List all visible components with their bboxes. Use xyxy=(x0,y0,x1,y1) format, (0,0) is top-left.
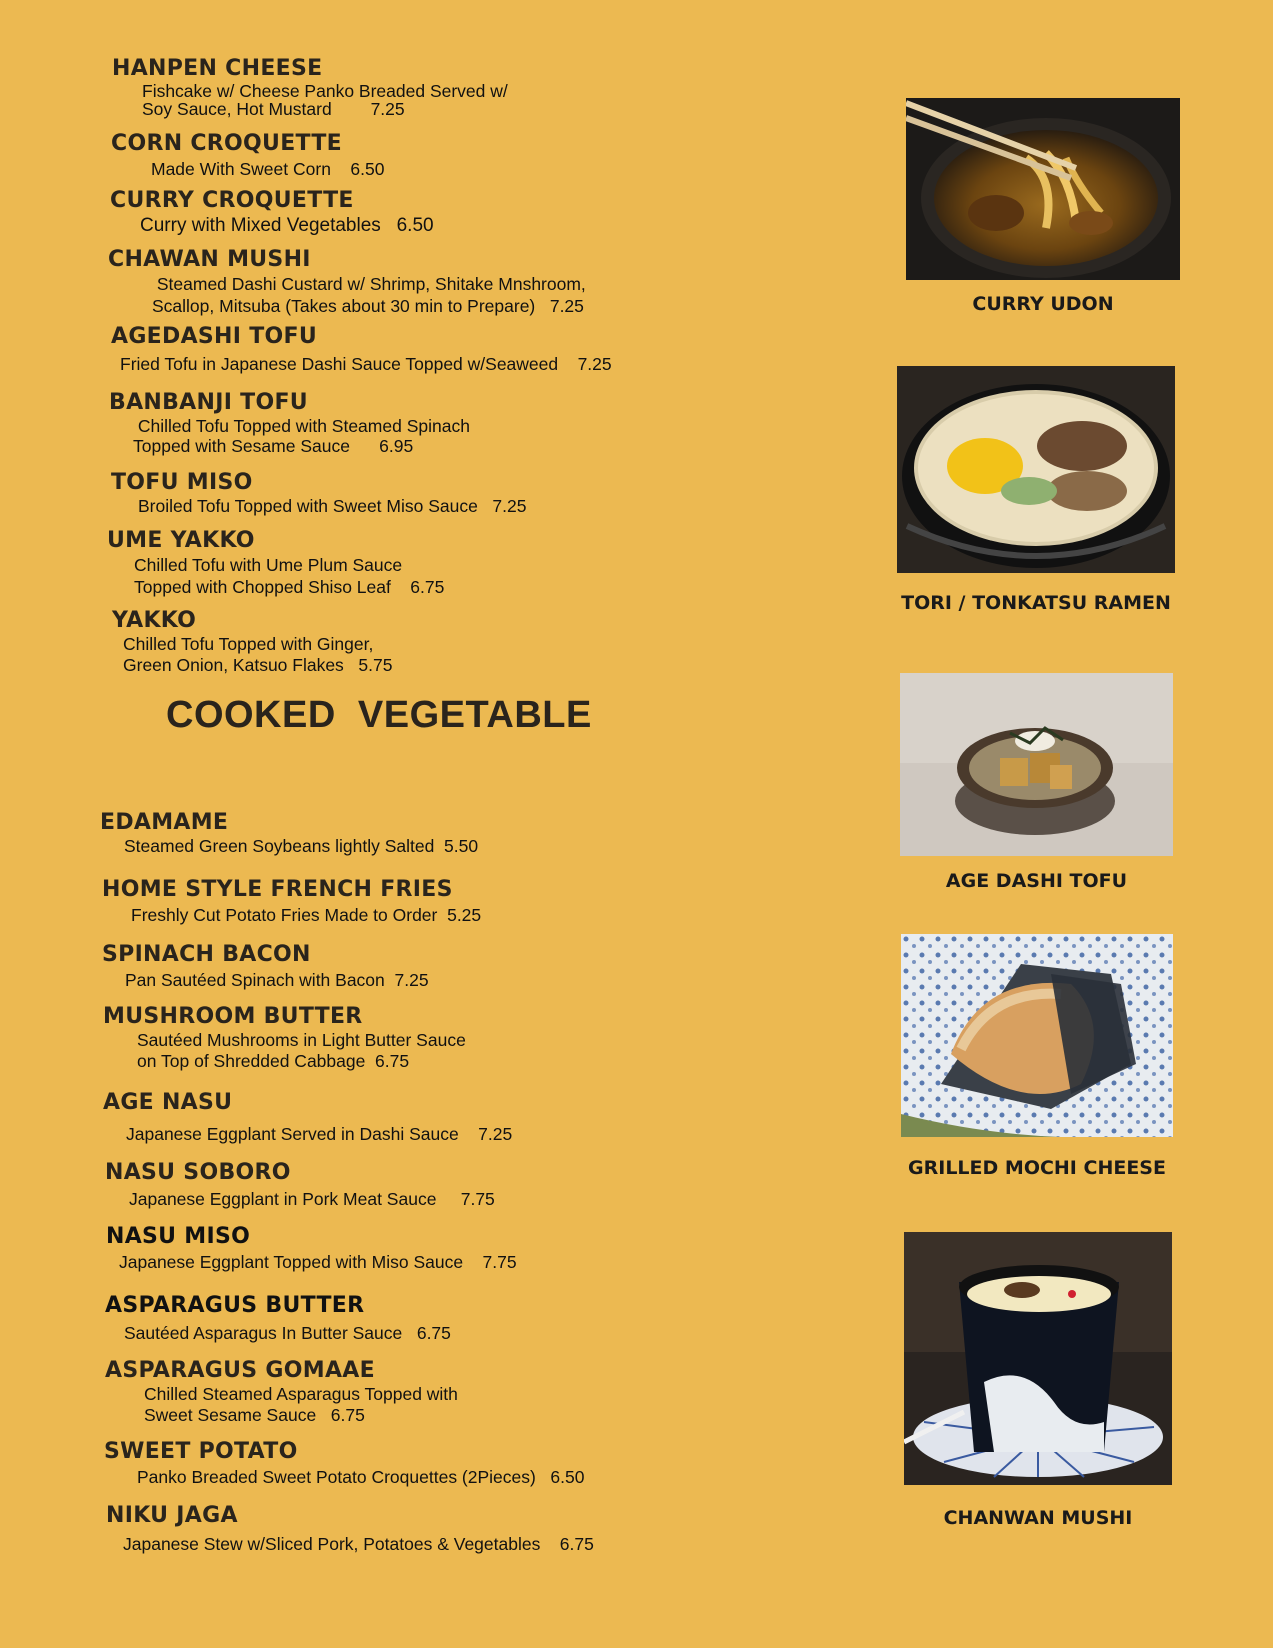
item-name: EDAMAME xyxy=(100,810,229,835)
item-name: CHAWAN MUSHI xyxy=(108,247,311,272)
menu-item xyxy=(103,1090,512,1144)
item-description: Japanese Eggplant Topped with Miso Sauce 7.75 xyxy=(119,1252,517,1272)
item-name: AGEDASHI TOFU xyxy=(111,324,318,349)
item-description: Fried Tofu in Japanese Dashi Sauce Topped w/Seaweed 7.25 xyxy=(120,354,612,374)
age-dashi-tofu-photo xyxy=(900,673,1173,856)
item-name: UME YAKKO xyxy=(107,528,255,553)
photo-caption: CHANWAN MUSHI xyxy=(943,1507,1133,1529)
item-description: Freshly Cut Potato Fries Made to Order 5.25 xyxy=(131,905,482,925)
item-name: CORN CROQUETTE xyxy=(111,131,342,156)
item-name: YAKKO xyxy=(112,608,197,633)
item-name: CURRY CROQUETTE xyxy=(110,188,354,213)
menu-item xyxy=(111,470,526,516)
menu-item xyxy=(109,390,470,456)
item-description: Panko Breaded Sweet Potato Croquettes (2Pieces) 6.50 xyxy=(137,1467,585,1487)
item-description: Sautéed Mushrooms in Light Butter Sauce on Top of Shredded Cabbage 6.75 xyxy=(137,1030,466,1071)
item-description: Sautéed Asparagus In Butter Sauce 6.75 xyxy=(124,1323,451,1343)
item-description: Steamed Dashi Custard w/ Shrimp, Shitake Mnshroom, Scallop, Mitsuba (Takes about 30 min to Prepare) 7.25 xyxy=(152,274,586,316)
menu-item xyxy=(110,188,434,236)
grilled-mochi-cheese-photo xyxy=(901,934,1173,1137)
item-description: Chilled Tofu with Ume Plum Sauce Topped with Chopped Shiso Leaf 6.75 xyxy=(134,555,445,597)
menu-item xyxy=(102,877,481,925)
menu-item xyxy=(106,1503,594,1554)
photo-caption: GRILLED MOCHI CHEESE xyxy=(908,1157,1166,1179)
menu-item xyxy=(112,608,392,676)
item-name: BANBANJI TOFU xyxy=(109,390,308,415)
item-description: Pan Sautéed Spinach with Bacon 7.25 xyxy=(125,970,429,990)
menu-item xyxy=(105,1358,458,1426)
item-name: ASPARAGUS GOMAAE xyxy=(105,1358,375,1383)
menu-item xyxy=(112,56,508,118)
item-name: HOME STYLE FRENCH FRIES xyxy=(102,877,453,902)
item-name: NASU SOBORO xyxy=(105,1160,291,1185)
menu-item xyxy=(111,131,384,179)
item-name: NASU MISO xyxy=(106,1224,251,1249)
photo-caption: AGE DASHI TOFU xyxy=(945,870,1128,892)
item-name: AGE NASU xyxy=(103,1090,233,1115)
photo-caption: TORI / TONKATSU RAMEN xyxy=(901,592,1171,614)
item-name: NIKU JAGA xyxy=(106,1503,238,1528)
menu-item xyxy=(105,1293,451,1343)
item-description: Made With Sweet Corn 6.50 xyxy=(151,159,385,179)
ramen-photo xyxy=(897,366,1175,573)
chawan-mushi-photo xyxy=(904,1232,1172,1485)
menu-item xyxy=(105,1160,495,1209)
photo-caption: CURRY UDON xyxy=(972,293,1114,315)
item-description: Curry with Mixed Vegetables 6.50 xyxy=(140,215,434,236)
item-name: SPINACH BACON xyxy=(102,942,311,967)
item-description: Chilled Tofu Topped with Ginger, Green Onion, Katsuo Flakes 5.75 xyxy=(123,634,393,675)
item-description: Japanese Eggplant Served in Dashi Sauce 7.25 xyxy=(126,1124,513,1144)
item-name: TOFU MISO xyxy=(111,470,253,495)
item-description: Fishcake w/ Cheese Panko Breaded Served w/ Soy Sauce, Hot Mustard 7.25 xyxy=(142,81,508,119)
item-description: Steamed Green Soybeans lightly Salted 5.50 xyxy=(124,836,479,856)
menu-item xyxy=(100,810,478,856)
item-name: MUSHROOM BUTTER xyxy=(103,1004,363,1029)
item-name: HANPEN CHEESE xyxy=(112,56,323,81)
menu-item xyxy=(103,1004,466,1072)
item-name: ASPARAGUS BUTTER xyxy=(105,1293,365,1318)
menu-item xyxy=(108,247,586,317)
section-title: COOKED VEGETABLE xyxy=(166,694,592,736)
menu-item xyxy=(104,1439,585,1487)
item-description: Chilled Tofu Topped with Steamed Spinach Topped with Sesame Sauce 6.95 xyxy=(133,416,470,456)
item-description: Chilled Steamed Asparagus Topped with Sweet Sesame Sauce 6.75 xyxy=(144,1384,458,1425)
item-description: Japanese Eggplant in Pork Meat Sauce 7.75 xyxy=(129,1189,495,1209)
menu-item xyxy=(106,1224,517,1272)
menu-item xyxy=(111,324,612,374)
curry-udon-photo xyxy=(906,98,1180,280)
item-name: SWEET POTATO xyxy=(104,1439,298,1464)
menu-item xyxy=(107,528,444,598)
item-description: Japanese Stew w/Sliced Pork, Potatoes & Vegetables 6.75 xyxy=(123,1534,594,1554)
item-description: Broiled Tofu Topped with Sweet Miso Sauce 7.25 xyxy=(138,496,527,516)
menu-item xyxy=(102,942,429,990)
